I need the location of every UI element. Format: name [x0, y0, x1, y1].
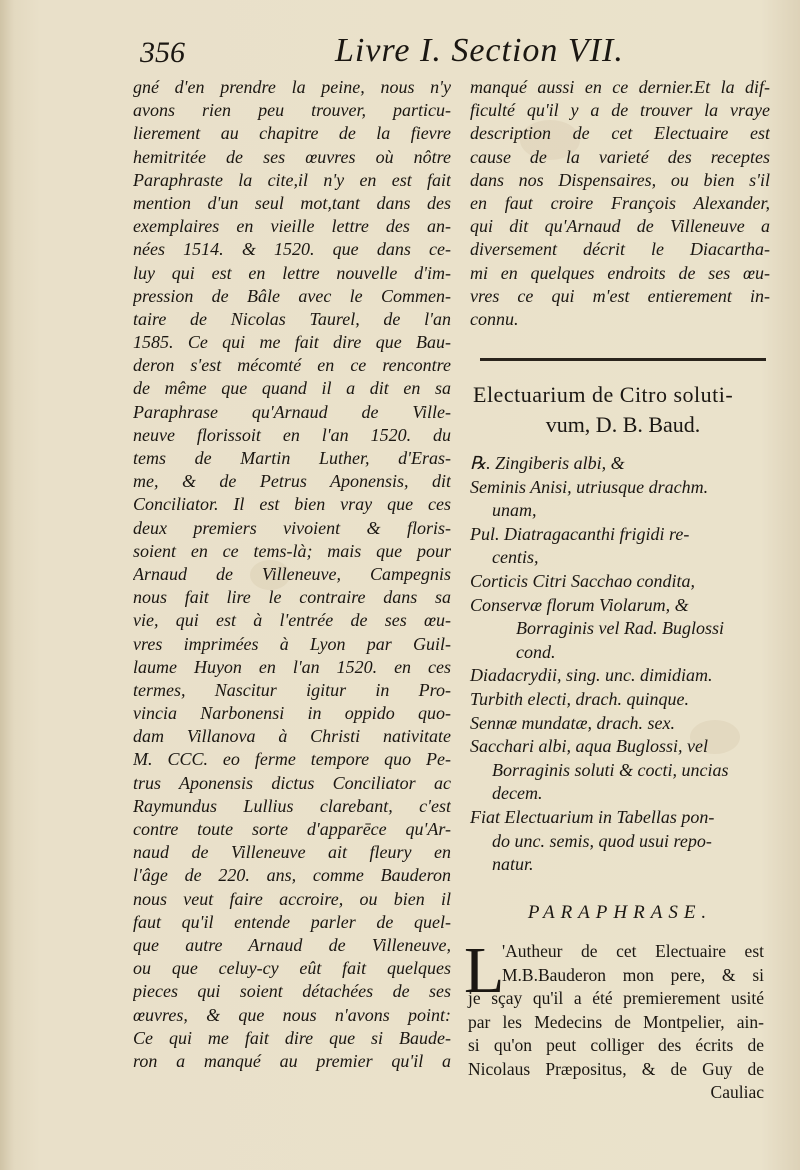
recipe-title-line-2: vum, D. B. Baud.	[545, 412, 701, 437]
text-line: termes, Nascitur igitur in Pro-	[133, 679, 451, 700]
text-line: diversement décrit le Diacartha-	[470, 239, 770, 260]
text-line: me, & de Petrus Aponensis, dit	[133, 471, 451, 492]
ingredient-continuation: Borraginis vel Rad. Buglossi	[516, 618, 724, 639]
paraphrase-heading: PARAPHRASE.	[527, 902, 713, 923]
ingredient-continuation: natur.	[492, 854, 534, 875]
text-line: ou que celuy-cy eût fait quelques	[133, 958, 451, 979]
text-line: dans nos Dispensaires, ou bien s'il	[470, 169, 770, 190]
page-header	[140, 30, 680, 74]
text-line: lierement au chapitre de la fievre	[133, 123, 451, 144]
paraphrase-line: si qu'on peut colliger des écrits de	[468, 1035, 764, 1055]
section-divider-rule	[480, 358, 766, 361]
ingredient-line: Seminis Anisi, utriusque drachm.	[470, 476, 709, 497]
text-line: pression de Bâle avec le Commen-	[133, 285, 451, 306]
text-line: 1585. Ce qui me fait dire que Bau-	[133, 332, 451, 353]
text-line: nous veut faire accroire, ou bien il	[133, 888, 451, 909]
page-number: 356	[140, 36, 185, 69]
recipe-ingredient	[470, 570, 770, 594]
text-line: nous fait lire le contraire dans sa	[133, 587, 451, 608]
text-line: avons rien peu trouver, particu-	[133, 100, 451, 121]
ingredient-line: ℞. Zingiberis albi, &	[470, 453, 625, 473]
text-line: neuve florissoit en l'an 1520. du	[133, 424, 451, 445]
recipe-ingredient	[470, 712, 770, 736]
recipe-ingredient	[470, 452, 770, 523]
text-line: description de cet Electuaire est	[470, 123, 770, 144]
recipe-ingredient	[470, 806, 770, 877]
paraphrase-line: Cauliac	[710, 1082, 764, 1102]
ingredient-line: Diadacrydii, sing. unc. dimidiam.	[470, 665, 713, 686]
text-line: connu.	[470, 308, 519, 329]
text-line: soient en ce tems-là; mais que pour	[133, 540, 451, 561]
text-line: l'âge de 220. ans, comme Bauderon	[133, 865, 451, 886]
text-line: Ce qui me fait dire que si Baude-	[133, 1027, 451, 1048]
paraphrase-line: Nicolaus Præpositus, & de Guy de	[468, 1058, 764, 1079]
paraphrase-line: je sçay qu'il a été premierement usité	[468, 988, 764, 1008]
text-line: gné d'en prendre la peine, nous n'y	[133, 77, 451, 97]
recipe-ingredient	[470, 664, 770, 688]
text-line: de même que quand il a dit en sa	[133, 378, 451, 399]
recipe-ingredient	[470, 688, 770, 712]
text-line: hemitritée de ses œuvres où nôtre	[133, 146, 451, 167]
running-title: Livre I. Section VII.	[335, 32, 624, 69]
text-line: que autre Arnaud de Villeneuve,	[133, 934, 451, 955]
text-line: exemplaires en vieille lettre des an-	[133, 216, 451, 237]
text-line: pieces qui soient détachées de ses	[133, 981, 451, 1002]
ingredient-continuation: do unc. semis, quod usui repo-	[492, 830, 712, 851]
text-line: Paraphrase qu'Arnaud de Ville-	[133, 401, 451, 422]
recipe-title-line-1: Electuarium de Citro soluti-	[473, 382, 734, 407]
paraphrase-text	[468, 940, 764, 1105]
text-line: nées 1514. & 1520. que dans ce-	[133, 239, 451, 260]
ingredient-continuation: Borraginis soluti & cocti, uncias	[492, 759, 729, 780]
recipe-ingredients	[470, 452, 770, 877]
text-line: laume Huyon en l'an 1520. en ces	[133, 656, 451, 677]
text-line: manqué aussi en ce dernier.Et la dif-	[470, 77, 770, 97]
text-line: dam Villanova à Christi nativitate	[133, 726, 451, 747]
ingredient-line: Sennæ mundatæ, drach. sex.	[470, 712, 675, 733]
recipe-ingredient	[470, 594, 770, 665]
paraphrase-line: par les Medecins de Montpelier, ain-	[468, 1011, 764, 1032]
text-line: vres imprimées à Lyon par Guil-	[133, 633, 451, 654]
recipe-ingredient	[470, 523, 770, 570]
ingredient-line: Turbith electi, drach. quinque.	[470, 688, 689, 709]
ingredient-line: Pul. Diatragacanthi frigidi re-	[470, 523, 690, 544]
ingredient-line: Fiat Electuarium in Tabellas pon-	[470, 806, 715, 827]
text-line: Raymundus Lullius clarebant, c'est	[133, 795, 451, 816]
left-text-column	[133, 76, 451, 1073]
text-line: naud de Villeneuve ait fleury en	[133, 842, 451, 863]
text-line: vie, qui est à l'entrée de ses œu-	[133, 610, 451, 631]
text-line: ficulté qu'il y a de trouver la vraye	[470, 100, 770, 121]
text-line: mi en quelques endroits de ses œu-	[470, 262, 770, 283]
text-line: œuvres, & que nous n'avons point:	[133, 1004, 451, 1025]
ingredient-continuation: cond.	[516, 641, 556, 662]
text-line: luy qui est en lettre nouvelle d'im-	[133, 262, 451, 283]
text-line: Arnaud de Villeneuve, Campegnis	[133, 563, 451, 584]
text-line: Conciliator. Il est bien vray que ces	[133, 494, 451, 515]
recipe-title	[473, 382, 773, 438]
text-line: cause de la varieté des receptes	[470, 146, 770, 167]
text-line: contre toute sorte d'apparēce qu'Ar-	[133, 819, 451, 839]
text-line: deux premiers vivoient & floris-	[133, 517, 451, 538]
ingredient-line: Sacchari albi, aqua Buglossi, vel	[470, 736, 708, 757]
text-line: Paraphraste la cite,il n'y en est fait	[133, 169, 451, 190]
paraphrase-line: M.B.Bauderon mon pere, & si	[502, 964, 764, 985]
text-line: tems de Martin Luther, d'Eras-	[133, 448, 451, 468]
right-text-column	[470, 76, 770, 331]
text-line: taire de Nicolas Taurel, de l'an	[133, 308, 451, 329]
ingredient-line: Corticis Citri Sacchao condita,	[470, 570, 695, 591]
text-line: M. CCC. eo ferme tempore quo Pe-	[133, 749, 451, 770]
text-line: deron s'est mécomté en ce rencontre	[133, 355, 451, 376]
ingredient-continuation: unam,	[492, 500, 537, 521]
text-line: mention d'un seul mot,tant dans des	[133, 192, 451, 213]
text-line: qui dit qu'Arnaud de Villeneuve a	[470, 216, 770, 237]
drop-cap: L	[464, 934, 505, 1007]
recipe-ingredient	[470, 735, 770, 806]
paraphrase-line: 'Autheur de cet Electuaire est	[502, 941, 764, 961]
text-line: trus Aponensis dictus Conciliator ac	[133, 772, 451, 793]
text-line: vres ce qui m'est entierement in-	[470, 285, 770, 306]
text-line: vincia Narbonensi in oppido quo-	[133, 703, 451, 724]
text-line: en faut croire François Alexander,	[470, 192, 770, 213]
text-line: ron a manqué au premier qu'il a	[133, 1050, 451, 1071]
text-line: faut qu'il entende parler de quel-	[133, 911, 451, 932]
ingredient-continuation: centis,	[492, 547, 539, 568]
ingredient-continuation: decem.	[492, 783, 543, 804]
ingredient-line: Conservæ florum Violarum, &	[470, 594, 689, 615]
